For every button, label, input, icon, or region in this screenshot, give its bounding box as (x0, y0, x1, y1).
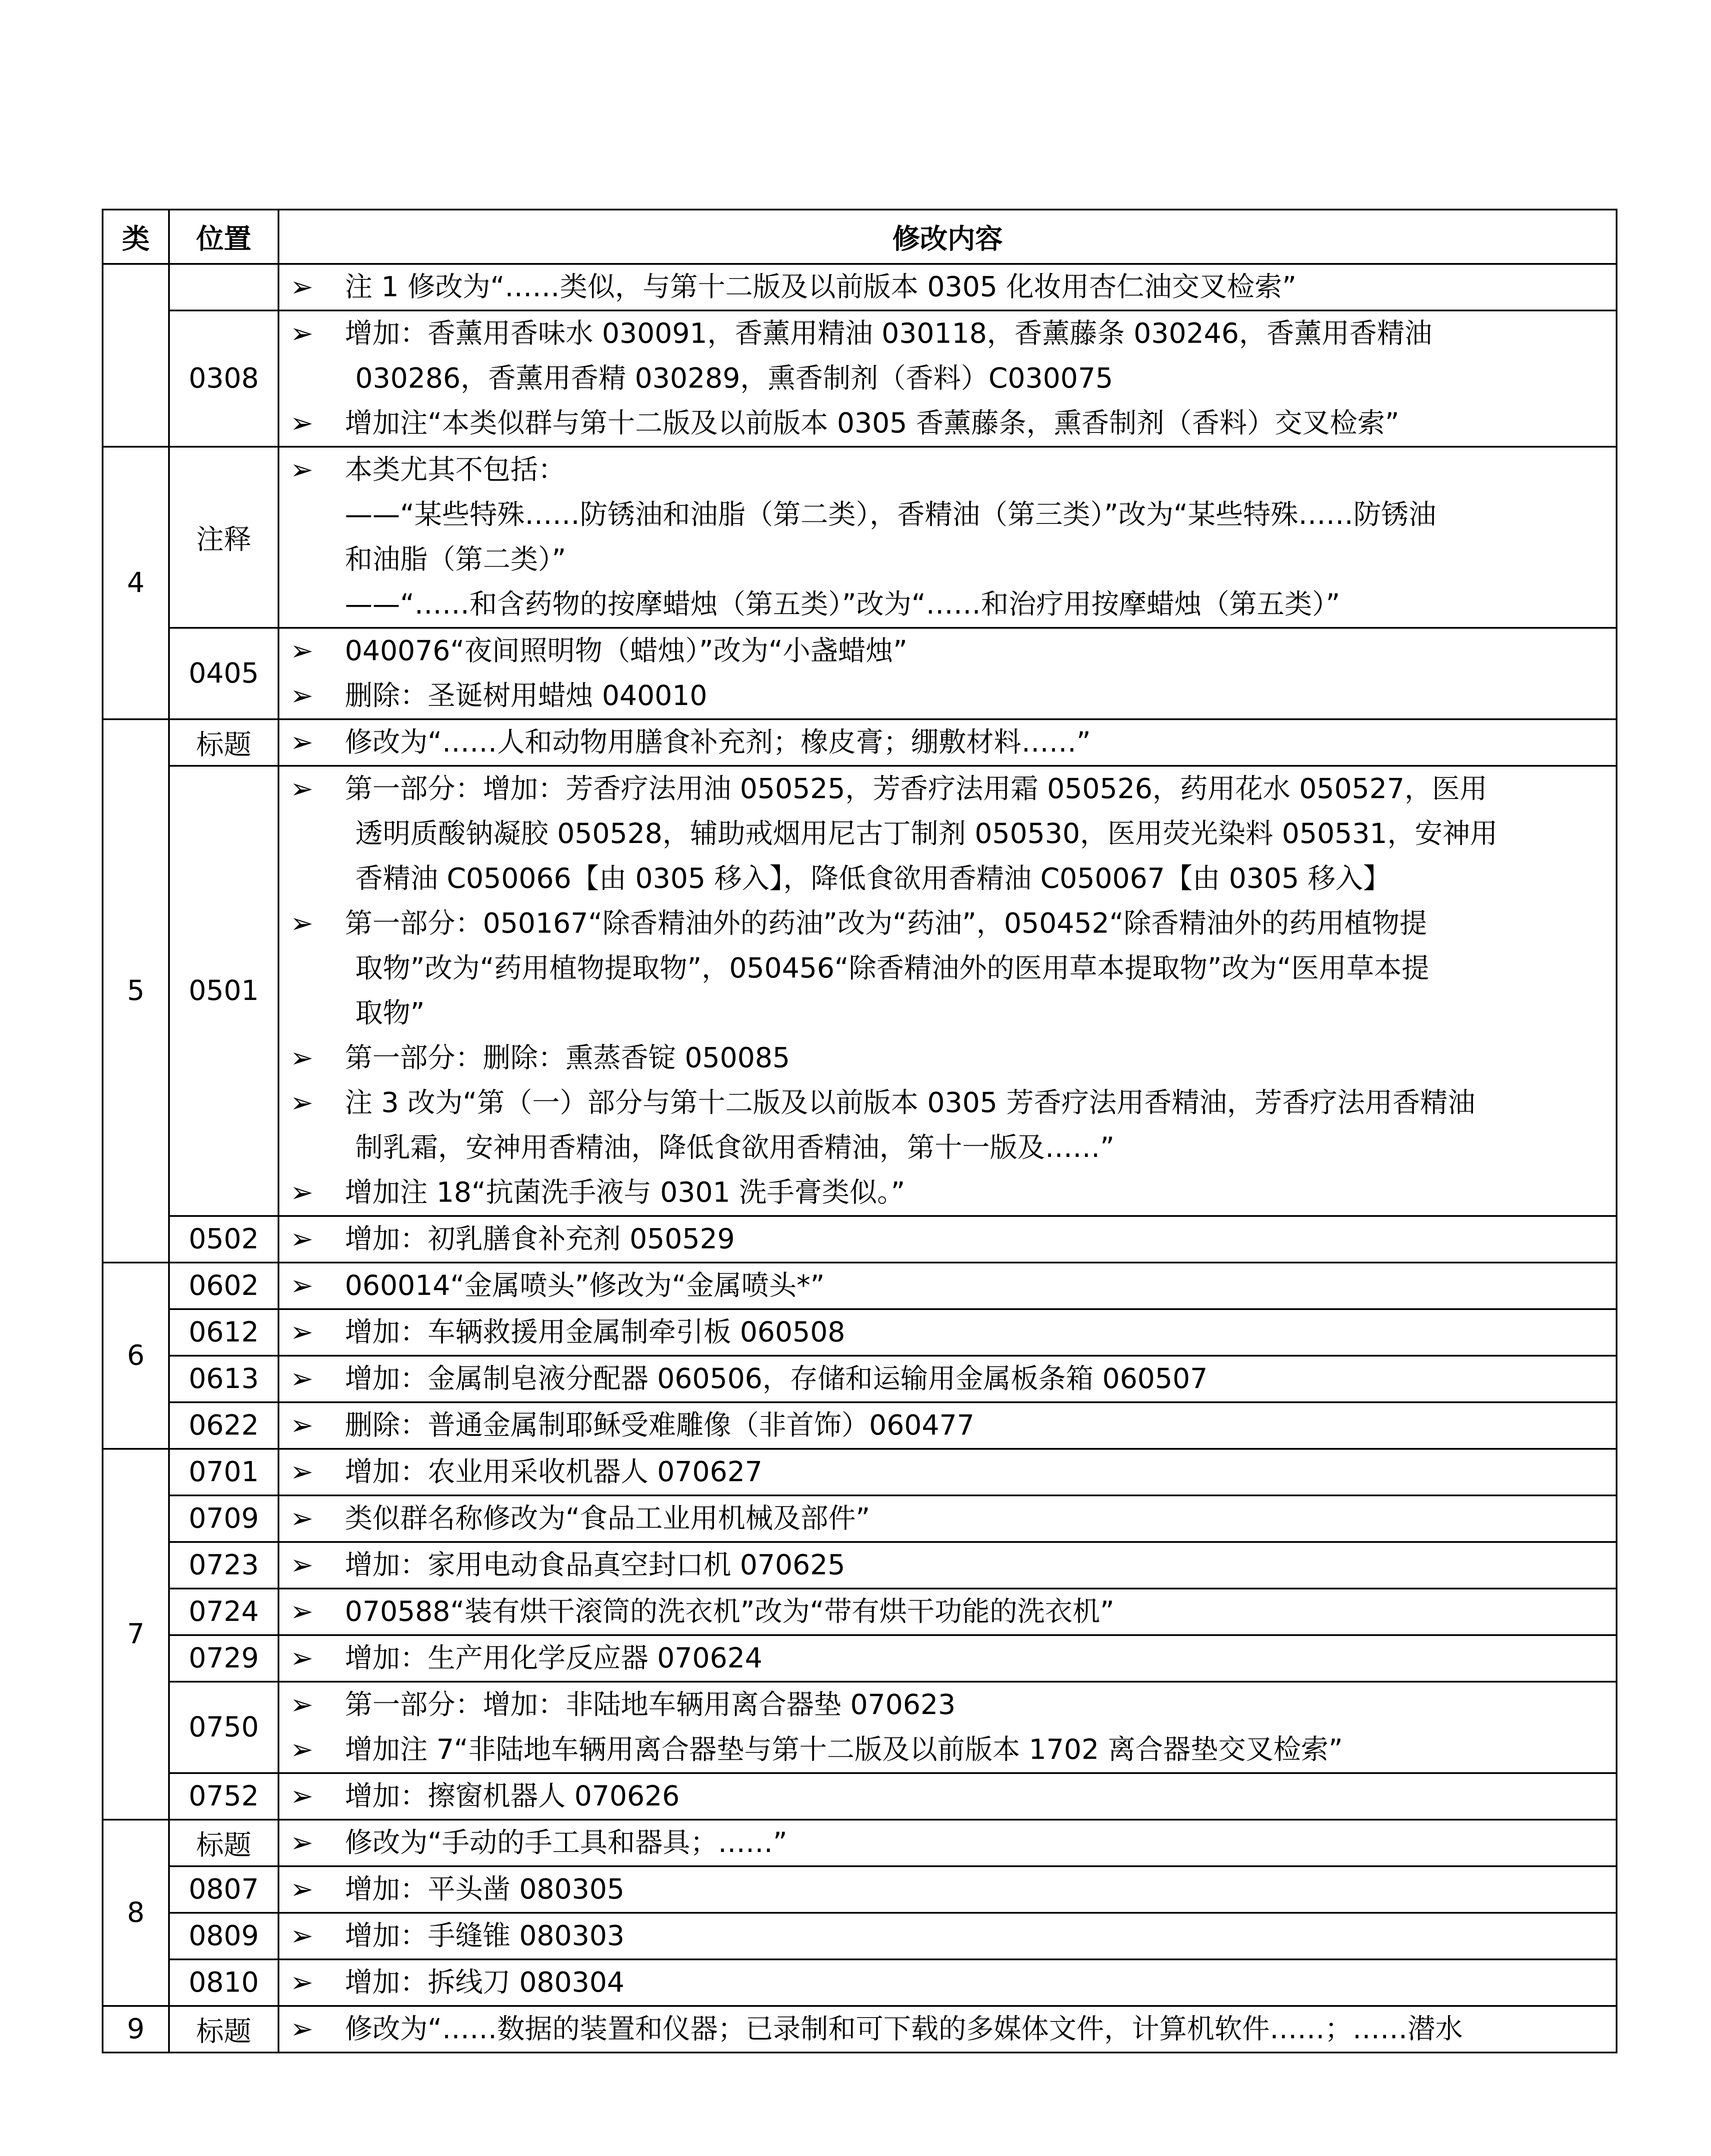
bullet-line: ➢ 增加注 7“非陆地车辆用离合器垫与第十二版及以前版本 1702 离合器垫交叉检索” (279, 1727, 1616, 1772)
bullet-line: ➢ 增加：拆线刀 080304 (279, 1960, 1616, 2005)
header-position: 位置 (169, 210, 278, 264)
bullet-line: ➢ 增加：生产用化学反应器 070624 (279, 1636, 1616, 1681)
bullet-arrow-icon: ➢ (290, 1780, 313, 1812)
position-cell: 标题 (169, 719, 278, 766)
bullet-line: ➢ 增加注 18“抗菌洗手液与 0301 洗手膏类似。” (279, 1170, 1616, 1215)
position-cell: 0405 (169, 628, 278, 719)
position-cell: 标题 (169, 2006, 278, 2053)
content-cell (278, 719, 1617, 766)
bullet-arrow-icon: ➢ (290, 1642, 313, 1674)
table-row (103, 447, 1617, 628)
bullet-arrow-icon: ➢ (290, 1596, 313, 1628)
bullet-arrow-icon: ➢ (290, 1363, 313, 1395)
table-row (103, 1913, 1617, 1959)
table-row (103, 1263, 1617, 1309)
table-header-row (103, 210, 1617, 264)
class-cell-8: 8 (103, 1820, 169, 2006)
bullet-line: ➢ 类似群名称修改为“食品工业用机械及部件” (279, 1496, 1616, 1541)
position-cell: 0622 (169, 1402, 278, 1449)
class-cell-7: 7 (103, 1449, 169, 1820)
content-cell (278, 1682, 1617, 1773)
bullet-line: ➢ 070588“装有烘干滚筒的洗衣机”改为“带有烘干功能的洗衣机” (279, 1589, 1616, 1634)
position-cell: 0308 (169, 310, 278, 447)
bullet-arrow-icon: ➢ (290, 1689, 313, 1721)
content-cell (278, 1959, 1617, 2006)
content-cell (278, 1449, 1617, 1495)
continuation-line: 香精油 C050066【由 0305 移入】，降低食欲用香精油 C050067【由 0305 移入】 (355, 863, 1391, 895)
content-cell (278, 1866, 1617, 1913)
position-cell: 0612 (169, 1309, 278, 1356)
table-row (103, 1542, 1617, 1589)
position-cell: 0701 (169, 1449, 278, 1495)
position-cell: 0723 (169, 1542, 278, 1589)
bullet-arrow-icon: ➢ (290, 1874, 313, 1905)
bullet-arrow-icon: ➢ (290, 635, 313, 667)
position-cell: 0750 (169, 1682, 278, 1773)
bullet-arrow-icon: ➢ (290, 1270, 313, 1302)
content-cell (278, 1263, 1617, 1309)
bullet-line: ➢ 040076“夜间照明物（蜡烛）”改为“小盏蜡烛” (279, 629, 1616, 674)
bullet-line: ➢ 增加：平头凿 080305 (279, 1867, 1616, 1912)
table-row (103, 1820, 1617, 1866)
content-cell (278, 1913, 1617, 1959)
table-row (103, 766, 1617, 1216)
bullet-arrow-icon: ➢ (290, 1456, 313, 1488)
class-cell-4: 4 (103, 447, 169, 719)
continuation-line: 透明质酸钠凝胶 050528，辅助戒烟用尼古丁制剂 050530，医用荧光染料 050531，安神用 (355, 818, 1498, 850)
bullet-arrow-icon: ➢ (290, 454, 313, 486)
position-cell: 0724 (169, 1589, 278, 1635)
bullet-line: ➢ 增加：家用电动食品真空封口机 070625 (279, 1543, 1616, 1588)
bullet-line: ➢ 注 1 修改为“……类似，与第十二版及以前版本 0305 化妆用杏仁油交叉检索” (279, 265, 1616, 310)
table-row (103, 1309, 1617, 1356)
content-cell (278, 628, 1617, 719)
position-cell: 0613 (169, 1356, 278, 1402)
position-cell: 0602 (169, 1263, 278, 1309)
content-cell (278, 1589, 1617, 1635)
bullet-line: ➢ 060014“金属喷头”修改为“金属喷头*” (279, 1263, 1616, 1308)
bullet-arrow-icon: ➢ (290, 407, 313, 439)
content-cell (278, 766, 1617, 1216)
bullet-arrow-icon: ➢ (290, 1549, 313, 1581)
table-row (103, 2006, 1617, 2053)
table-row (103, 1589, 1617, 1635)
bullet-arrow-icon: ➢ (290, 1042, 313, 1074)
bullet-line: ➢ 注 3 改为“第（一）部分与第十二版及以前版本 0305 芳香疗法用香精油，芳香疗法用香精油 (279, 1081, 1616, 1125)
table-row (103, 628, 1617, 719)
table-row (103, 1682, 1617, 1773)
content-cell (278, 2006, 1617, 2053)
class-cell-3 (103, 264, 169, 447)
bullet-arrow-icon: ➢ (290, 680, 313, 712)
position-cell (169, 264, 278, 310)
bullet-line: ➢ 本类尤其不包括： (279, 448, 1616, 492)
table-row (103, 719, 1617, 766)
table-row (103, 1402, 1617, 1449)
sub-line: 和油脂（第二类）” (345, 544, 566, 576)
class-cell-9: 9 (103, 2006, 169, 2053)
bullet-arrow-icon: ➢ (290, 1734, 313, 1766)
bullet-arrow-icon: ➢ (290, 908, 313, 940)
table-row (103, 1959, 1617, 2006)
bullet-line: ➢ 删除：普通金属制耶稣受难雕像（非首饰）060477 (279, 1403, 1616, 1448)
position-cell: 注释 (169, 447, 278, 628)
bullet-arrow-icon: ➢ (290, 1503, 313, 1535)
header-content: 修改内容 (278, 210, 1617, 264)
bullet-arrow-icon: ➢ (290, 1177, 313, 1209)
bullet-arrow-icon: ➢ (290, 1827, 313, 1859)
position-cell: 0729 (169, 1635, 278, 1682)
bullet-line: ➢ 增加：农业用采收机器人 070627 (279, 1450, 1616, 1495)
bullet-line: ➢ 第一部分：增加：芳香疗法用油 050525，芳香疗法用霜 050526，药用花水 050527，医用 (279, 767, 1616, 812)
position-cell: 0810 (169, 1959, 278, 2006)
bullet-arrow-icon: ➢ (290, 318, 313, 350)
class-cell-6: 6 (103, 1263, 169, 1449)
continuation-line: 制乳霜，安神用香精油，降低食欲用香精油，第十一版及……” (355, 1132, 1115, 1164)
bullet-line: ➢ 增加：金属制皂液分配器 060506，存储和运输用金属板条箱 060507 (279, 1357, 1616, 1401)
position-cell: 0501 (169, 766, 278, 1216)
content-cell (278, 1356, 1617, 1402)
table-row (103, 264, 1617, 310)
content-cell (278, 1402, 1617, 1449)
position-cell: 标题 (169, 1820, 278, 1866)
table-row (103, 1495, 1617, 1542)
bullet-arrow-icon: ➢ (290, 271, 313, 303)
continuation-line: 030286，香薰用香精 030289，熏香制剂（香料）C030075 (355, 363, 1113, 395)
position-cell: 0807 (169, 1866, 278, 1913)
bullet-line: ➢ 修改为“……数据的装置和仪器；已录制和可下载的多媒体文件，计算机软件……；……潜水 (279, 2007, 1616, 2052)
content-cell (278, 1542, 1617, 1589)
bullet-arrow-icon: ➢ (290, 1920, 313, 1952)
class-cell-5: 5 (103, 719, 169, 1263)
table-row (103, 310, 1617, 447)
content-cell (278, 264, 1617, 310)
position-cell: 0752 (169, 1773, 278, 1820)
content-cell (278, 1635, 1617, 1682)
continuation-line: 取物” (355, 997, 425, 1029)
bullet-line: ➢ 增加注“本类似群与第十二版及以前版本 0305 香薰藤条，熏香制剂（香料）交叉检索” (279, 401, 1616, 446)
content-cell (278, 1820, 1617, 1866)
table-row (103, 1635, 1617, 1682)
header-class: 类 (103, 210, 169, 264)
bullet-arrow-icon: ➢ (290, 727, 313, 758)
table-row (103, 1449, 1617, 1495)
sub-line: ——“……和含药物的按摩蜡烛（第五类）”改为“……和治疗用按摩蜡烛（第五类）” (345, 589, 1340, 620)
content-cell (278, 1773, 1617, 1820)
bullet-line: ➢ 增加：手缝锥 080303 (279, 1914, 1616, 1959)
sub-line: ——“某些特殊……防锈油和油脂（第二类），香精油（第三类）”改为“某些特殊……防锈油 (345, 499, 1436, 531)
content-cell (278, 310, 1617, 447)
bullet-arrow-icon: ➢ (290, 1967, 313, 1999)
bullet-line: ➢ 增加：车辆救援用金属制牵引板 060508 (279, 1310, 1616, 1355)
table-row (103, 1866, 1617, 1913)
bullet-arrow-icon: ➢ (290, 1087, 313, 1119)
bullet-arrow-icon: ➢ (290, 2013, 313, 2045)
content-cell (278, 1216, 1617, 1263)
bullet-arrow-icon: ➢ (290, 1316, 313, 1348)
position-cell: 0809 (169, 1913, 278, 1959)
bullet-line: ➢ 修改为“……人和动物用膳食补充剂；橡皮膏；绷敷材料……” (279, 720, 1616, 765)
continuation-line: 取物”改为“药用植物提取物”，050456“除香精油外的医用草本提取物”改为“医用草本提 (355, 953, 1429, 984)
amendment-table (102, 209, 1617, 2053)
position-cell: 0502 (169, 1216, 278, 1263)
content-cell (278, 1495, 1617, 1542)
bullet-line: ➢ 第一部分：050167“除香精油外的药油”改为“药油”，050452“除香精油外的药用植物提 (279, 901, 1616, 946)
content-cell (278, 1309, 1617, 1356)
position-cell: 0709 (169, 1495, 278, 1542)
bullet-line: ➢ 第一部分：删除：熏蒸香锭 050085 (279, 1036, 1616, 1081)
bullet-line: ➢ 删除：圣诞树用蜡烛 040010 (279, 674, 1616, 718)
bullet-line: ➢ 增加：擦窗机器人 070626 (279, 1774, 1616, 1819)
bullet-arrow-icon: ➢ (290, 1223, 313, 1255)
bullet-line: ➢ 第一部分：增加：非陆地车辆用离合器垫 070623 (279, 1683, 1616, 1727)
bullet-line: ➢ 增加：香薰用香味水 030091，香薰用精油 030118，香薰藤条 030246，香薰用香精油 (279, 311, 1616, 356)
table-row (103, 1356, 1617, 1402)
table-row (103, 1216, 1617, 1263)
bullet-arrow-icon: ➢ (290, 773, 313, 805)
bullet-line: ➢ 修改为“手动的手工具和器具；……” (279, 1821, 1616, 1865)
bullet-arrow-icon: ➢ (290, 1410, 313, 1442)
bullet-line: ➢ 增加：初乳膳食补充剂 050529 (279, 1217, 1616, 1262)
table-row (103, 1773, 1617, 1820)
content-cell (278, 447, 1617, 628)
